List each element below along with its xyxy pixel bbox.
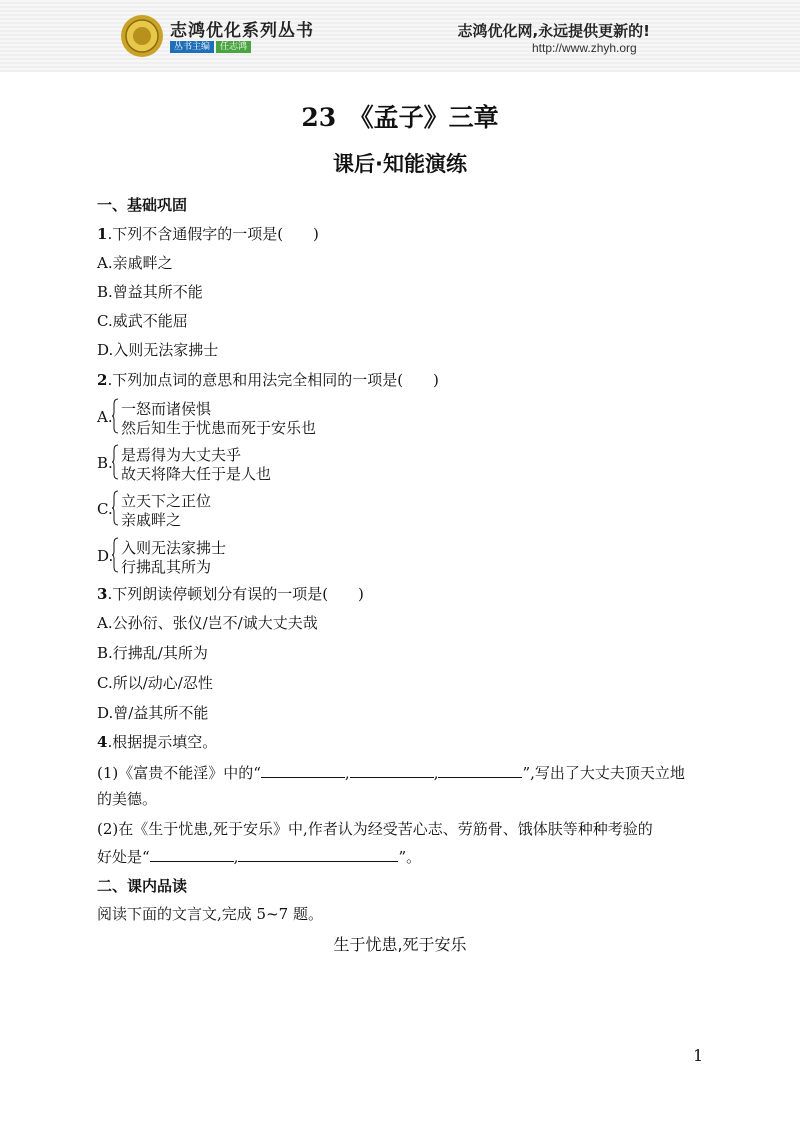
question-stem: .下列不含通假字的一项是( )	[107, 225, 319, 243]
q4-part-2-cont	[97, 847, 421, 866]
question-number: 4	[97, 733, 108, 751]
left-brace-icon	[112, 444, 118, 480]
q1-option-d: D.入则无法家拂士	[97, 341, 219, 359]
answer-blank[interactable]	[438, 763, 522, 778]
section-basic: 一、基础巩固	[97, 196, 188, 214]
option-line: 行拂乱其所为	[121, 558, 212, 576]
q1-option-c: C.威武不能屈	[97, 312, 188, 330]
text: (1)《富贵不能淫》中的“	[97, 764, 261, 782]
editor-credit	[170, 39, 251, 52]
page-number: 1	[693, 1046, 704, 1065]
option-line: 入则无法家拂士	[121, 539, 227, 557]
question-stem: .下列加点词的意思和用法完全相同的一项是( )	[107, 371, 439, 389]
option-line: 立天下之正位	[121, 492, 212, 510]
q1-option-a: A.亲戚畔之	[97, 254, 173, 272]
q1-option-b: B.曾益其所不能	[97, 283, 203, 301]
option-letter: D.	[97, 547, 114, 565]
question-1	[97, 225, 319, 243]
separator: ,	[233, 848, 239, 866]
q3-option-b: B.行拂乱/其所为	[97, 644, 208, 662]
text: ”,写出了大丈夫顶天立地	[522, 764, 685, 782]
option-letter: B.	[97, 454, 113, 472]
section-reading: 二、课内品读	[97, 877, 188, 895]
separator: ,	[433, 764, 439, 782]
q3-option-d: D.曾/益其所不能	[97, 704, 209, 722]
answer-blank[interactable]	[238, 847, 398, 862]
question-2	[97, 371, 439, 389]
page-subtitle: 课后·知能演练	[333, 152, 467, 176]
option-line: 故天将降大任于是人也	[121, 465, 272, 483]
q3-option-c: C.所以/动心/忍性	[97, 674, 213, 692]
left-brace-icon	[112, 398, 118, 434]
q4-part-1-cont: 的美德。	[97, 790, 158, 808]
publisher-logo-icon	[120, 14, 164, 58]
answer-blank[interactable]	[261, 763, 345, 778]
option-line: 是焉得为大丈夫乎	[121, 446, 242, 464]
editor-label: 丛书主编	[170, 41, 214, 53]
option-letter: A.	[97, 408, 113, 426]
left-brace-icon	[112, 537, 118, 573]
editor-name: 任志鸿	[216, 41, 251, 53]
q4-part-1	[97, 763, 685, 782]
page-title: 23 《孟子》三章	[301, 103, 499, 132]
answer-blank[interactable]	[350, 763, 434, 778]
separator: ,	[344, 764, 350, 782]
option-line: 然后知生于忧患而死于安乐也	[121, 419, 317, 437]
answer-blank[interactable]	[150, 847, 234, 862]
question-number: 2	[97, 371, 108, 389]
q3-option-a: A.公孙衍、张仪/岂不/诚大丈夫哉	[97, 614, 318, 632]
site-slogan: 志鸿优化网,永远提供更新的!	[457, 22, 650, 40]
text: 好处是“	[97, 848, 150, 866]
question-3	[97, 585, 364, 603]
option-line: 亲戚畔之	[121, 511, 182, 529]
passage-title: 生于忧患,死于安乐	[333, 935, 467, 954]
reading-prompt: 阅读下面的文言文,完成 5~7 题。	[97, 905, 323, 923]
q4-part-2: (2)在《生于忧患,死于安乐》中,作者认为经受苦心志、劳筋骨、饿体肤等种种考验的	[97, 820, 653, 838]
option-letter: C.	[97, 500, 113, 518]
text: ”。	[398, 848, 422, 866]
series-title: 志鸿优化系列丛书	[170, 21, 314, 41]
option-line: 一怒而诸侯惧	[121, 400, 212, 418]
question-4	[97, 733, 217, 751]
left-brace-icon	[112, 490, 118, 526]
question-number: 3	[97, 585, 108, 603]
question-stem: .下列朗读停顿划分有误的一项是( )	[107, 585, 364, 603]
question-stem: .根据提示填空。	[107, 733, 218, 751]
site-url[interactable]: http://www.zhyh.org	[532, 41, 637, 55]
question-number: 1	[97, 225, 108, 243]
page-header	[0, 0, 800, 72]
